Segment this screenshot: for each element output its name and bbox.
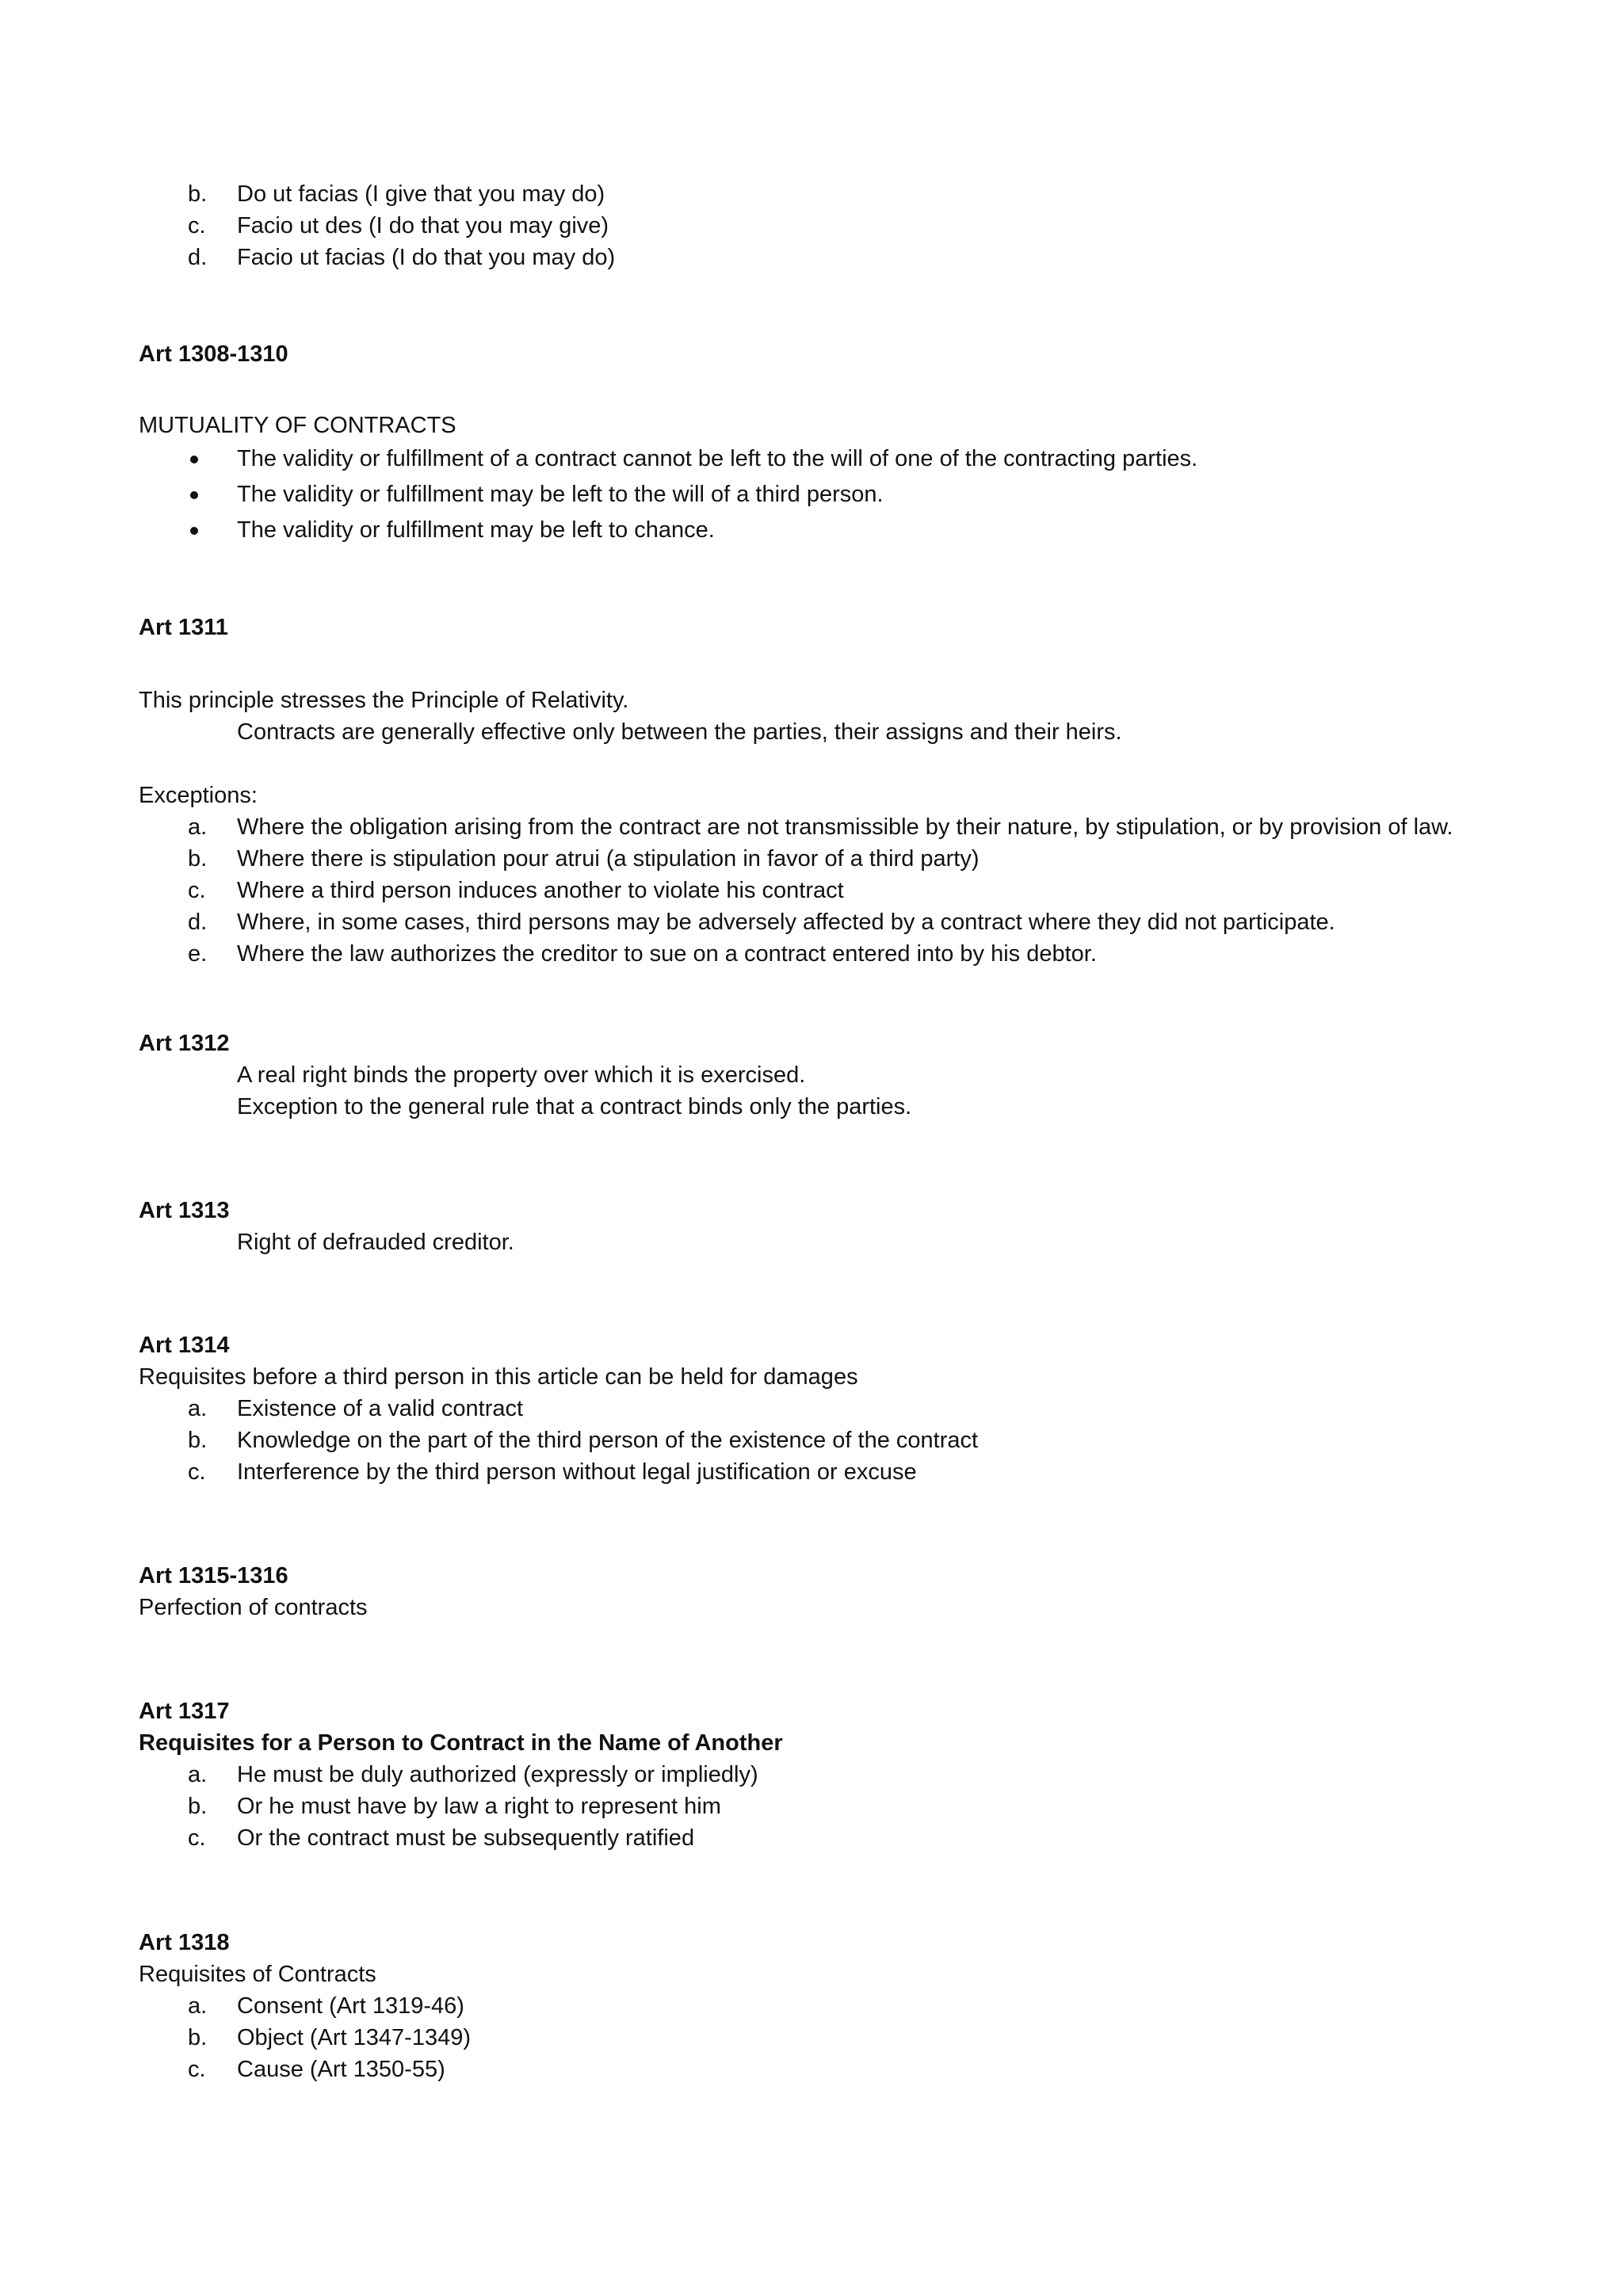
list-marker: c. [188,2057,206,2082]
list-marker: d. [188,245,208,270]
list-item [139,843,1565,875]
list-marker: b. [188,1794,208,1819]
list-marker: a. [188,814,208,840]
list-item [139,1759,1565,1791]
section-heading: Art 1311 [139,615,228,640]
list-item-text: He must be duly authorized (expressly or impliedly) [237,1762,758,1787]
list-item-text: Facio ut facias (I do that you may do) [237,245,616,270]
list-item [139,938,1565,970]
section-subheading: Requisites for a Person to Contract in the Name of Another [139,1730,783,1756]
list-marker: c. [188,1825,206,1851]
list-item [139,477,1565,513]
list-item [139,2022,1565,2054]
list-item-text: Where, in some cases, third persons may be adversely affected by a contract where they did not participate. [237,910,1335,935]
section-art-1315 [139,1560,1565,1623]
list-item [139,906,1565,938]
list-marker: a. [188,1993,208,2019]
list-item-text: Existence of a valid contract [237,1396,524,1421]
paragraph: Perfection of contracts [139,1595,368,1620]
list-item-text: Do ut facias (I give that you may do) [237,181,605,207]
list-item [139,1425,1565,1456]
list-item [139,2054,1565,2085]
section-art-1312 [139,1028,1565,1123]
list-marker: d. [188,910,208,935]
section-art-1308 [139,338,1565,370]
paragraph: Requisites before a third person in this article can be held for damages [139,1364,858,1390]
section-heading: Art 1313 [139,1198,230,1223]
list-item-text: Or he must have by law a right to represent him [237,1794,721,1819]
section-heading: Art 1312 [139,1031,230,1056]
section-heading: Art 1314 [139,1333,230,1358]
list-marker: b. [188,846,208,871]
list-item [139,441,1565,477]
section-art-1314 [139,1329,1565,1488]
list-marker: b. [188,2025,208,2050]
list-item-text: Where the law authorizes the creditor to sue on a contract entered into by his debtor. [237,941,1097,967]
section-heading: Art 1317 [139,1699,230,1724]
list-item [139,875,1565,906]
exceptions-list [139,780,1565,970]
section-art-1317 [139,1695,1565,1854]
list-item [139,1990,1565,2022]
list-item-text: The validity or fulfillment may be left to chance. [237,517,715,543]
list-marker: a. [188,1396,208,1421]
indented-paragraph: Exception to the general rule that a contract binds only the parties. [237,1094,912,1119]
section-art-1311-body [139,685,1565,748]
list-item [139,242,1565,273]
list-item-text: Where there is stipulation pour atrui (a stipulation in favor of a third party) [237,846,980,871]
indented-paragraph: Right of defrauded creditor. [237,1230,514,1255]
list-item-text: Interference by the third person without legal justification or excuse [237,1459,917,1485]
list-item-text: The validity or fulfillment of a contract cannot be left to the will of one of the contracting parties. [237,446,1198,471]
list-item-text: Facio ut des (I do that you may give) [237,213,609,238]
paragraph: This principle stresses the Principle of Relativity. [139,688,629,713]
list-marker: c. [188,213,206,238]
exceptions-label: Exceptions: [139,783,258,808]
section-subtitle: MUTUALITY OF CONTRACTS [139,413,456,438]
section-heading: Art 1315-1316 [139,1563,288,1589]
list-item [139,811,1565,843]
list-item [139,1822,1565,1854]
paragraph: Requisites of Contracts [139,1962,376,1987]
section-art-1311 [139,612,1565,643]
section-heading: Art 1318 [139,1930,230,1955]
bullet-icon [190,491,198,499]
continued-list [139,178,1565,273]
list-item-text: Consent (Art 1319-46) [237,1993,464,2019]
list-item-text: Knowledge on the part of the third person of the existence of the contract [237,1428,979,1453]
section-art-1313 [139,1195,1565,1258]
section-heading: Art 1308-1310 [139,341,288,367]
list-item-text: The validity or fulfillment may be left to the will of a third person. [237,482,884,507]
list-item [139,1393,1565,1425]
list-item [139,1456,1565,1488]
list-marker: c. [188,878,206,903]
list-marker: c. [188,1459,206,1485]
list-item-text: Cause (Art 1350-55) [237,2057,445,2082]
list-item-text: Object (Art 1347-1349) [237,2025,471,2050]
list-item-text: Where a third person induces another to violate his contract [237,878,844,903]
list-item-text: Or the contract must be subsequently ratified [237,1825,695,1851]
indented-paragraph: Contracts are generally effective only between the parties, their assigns and their heirs. [237,719,1122,745]
list-item [139,513,1565,548]
bullet-icon [190,527,198,535]
list-item [139,210,1565,242]
list-item [139,1791,1565,1822]
bullet-icon [190,456,198,463]
indented-paragraph: A real right binds the property over which it is exercised. [237,1062,806,1088]
list-marker: b. [188,1428,208,1453]
list-marker: a. [188,1762,208,1787]
list-item [139,178,1565,210]
section-art-1308-body [139,410,1565,548]
list-marker: b. [188,181,208,207]
section-art-1318 [139,1927,1565,2085]
list-marker: e. [188,941,208,967]
list-item-text: Where the obligation arising from the contract are not transmissible by their nature, by stipulation, or by provision of law. [237,814,1453,840]
